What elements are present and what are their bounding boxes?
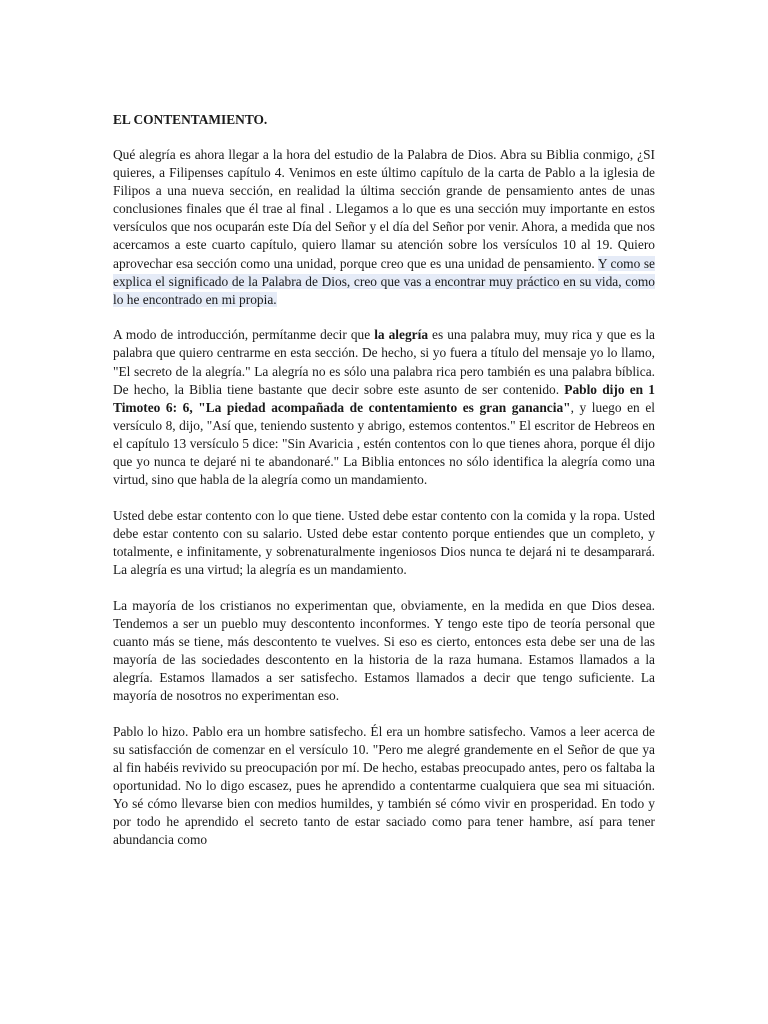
- paragraph-2-text-c: , y luego en el versículo 8, dijo, "Así que, teniendo sustento y abrigo, estemos contentos." El escritor de Hebreos en el capítulo 13 versículo 5 dice: "Sin Avaricia , estén contentos con lo que tienes ahora, porque él dijo que yo nunca te dejaré ni te abandonaré." La Biblia entonces no sólo identifica la alegría como una virtud, sino que habla de la alegría como un mandamiento.: [113, 399, 655, 488]
- paragraph-3: Usted debe estar contento con lo que tiene. Usted debe estar contento con la comida y la ropa. Usted debe estar contento con su salario. Usted debe estar contento porque entiendes que un completo, y totalmente, e infinitamente, y sobrenaturalmente ingeniosos Dios nunca te dejará ni te desamparará. La alegría es una virtud; la alegría es un mandamiento.: [113, 507, 655, 577]
- paragraph-4: La mayoría de los cristianos no experimentan que, obviamente, en la medida en que Dios desea. Tendemos a ser un pueblo muy descontento inconformes. Y tengo este tipo de teoría personal que cuanto más se tiene, más descontento te vuelves. Si eso es cierto, entonces esta debe ser una de las mayoría de las sociedades descontento en la historia de la raza humana. Estamos llamados a la alegría. Estamos llamados a ser satisfecho. Estamos llamados a decir que tengo suficiente. La mayoría de nosotros no experimentan eso.: [113, 597, 655, 704]
- highlighted-selection[interactable]: Y como se explica el significado de la Palabra de Dios, creo que vas a encontrar muy práctico en su vida, como lo he encontrado en mi propia.: [113, 255, 655, 307]
- paragraph-5: Pablo lo hizo. Pablo era un hombre satisfecho. Él era un hombre satisfecho. Vamos a leer acerca de su satisfacción de comenzar en el versículo 10. "Pero me alegré grandemente en el Señor de que ya al fin habéis revivido su preocupación por mí. De hecho, estabas preocupado antes, pero os faltaba la oportunidad. No lo digo escasez, pues he aprendido a contentarme cualquiera que sea mi situación. Yo sé cómo llevarse bien con medios humildes, y también sé cómo vivir en prosperidad. En todo y por todo he aprendido el secreto tanto de estar saciado como para tener hambre, así para tener abundancia como: [113, 723, 655, 848]
- paragraph-2-text-b: es una palabra muy, muy rica y que es la palabra que quiero centrarme en esta sección. De hecho, si yo fuera a título del mensaje yo lo llamo, "El secreto de la alegría." La alegría no es sólo una palabra rica pero también es una palabra bíblica. De hecho, la Biblia tiene bastante que decir sobre este asunto de ser contenido.: [113, 327, 655, 397]
- paragraph-2-text-a: A modo de introducción, permítanme decir que: [113, 327, 375, 343]
- paragraph-2: [113, 326, 655, 489]
- bold-quote-timoteo: Pablo dijo en 1 Timoteo 6: 6, "La piedad acompañada de contentamiento es gran ganancia": [113, 381, 655, 415]
- paragraph-1-text: Qué alegría es ahora llegar a la hora del estudio de la Palabra de Dios. Abra su Biblia conmigo, ¿SI quieres, a Filipenses capítulo 4. Venimos en este último capítulo de la carta de Pablo a la iglesia de Filipos a una nueva sección, en realidad la última sección grande de pensamiento antes de unas conclusiones finales que él trae al final . Llegamos a lo que es una sección muy importante en estos versículos que nos ocuparán este Día del Señor y el día del Señor por venir. Ahora, a medida que nos acercamos a este cuarto capítulo, quiero llamar su atención sobre los versículos 10 al 19. Quiero aprovechar esa sección como una unidad, porque creo que es una unidad de pensamiento.: [113, 147, 655, 271]
- paragraph-1: [113, 146, 655, 309]
- document-page: [113, 96, 655, 849]
- document-title: EL CONTENTAMIENTO.: [113, 112, 268, 127]
- bold-phrase-alegria: la alegría: [374, 327, 429, 343]
